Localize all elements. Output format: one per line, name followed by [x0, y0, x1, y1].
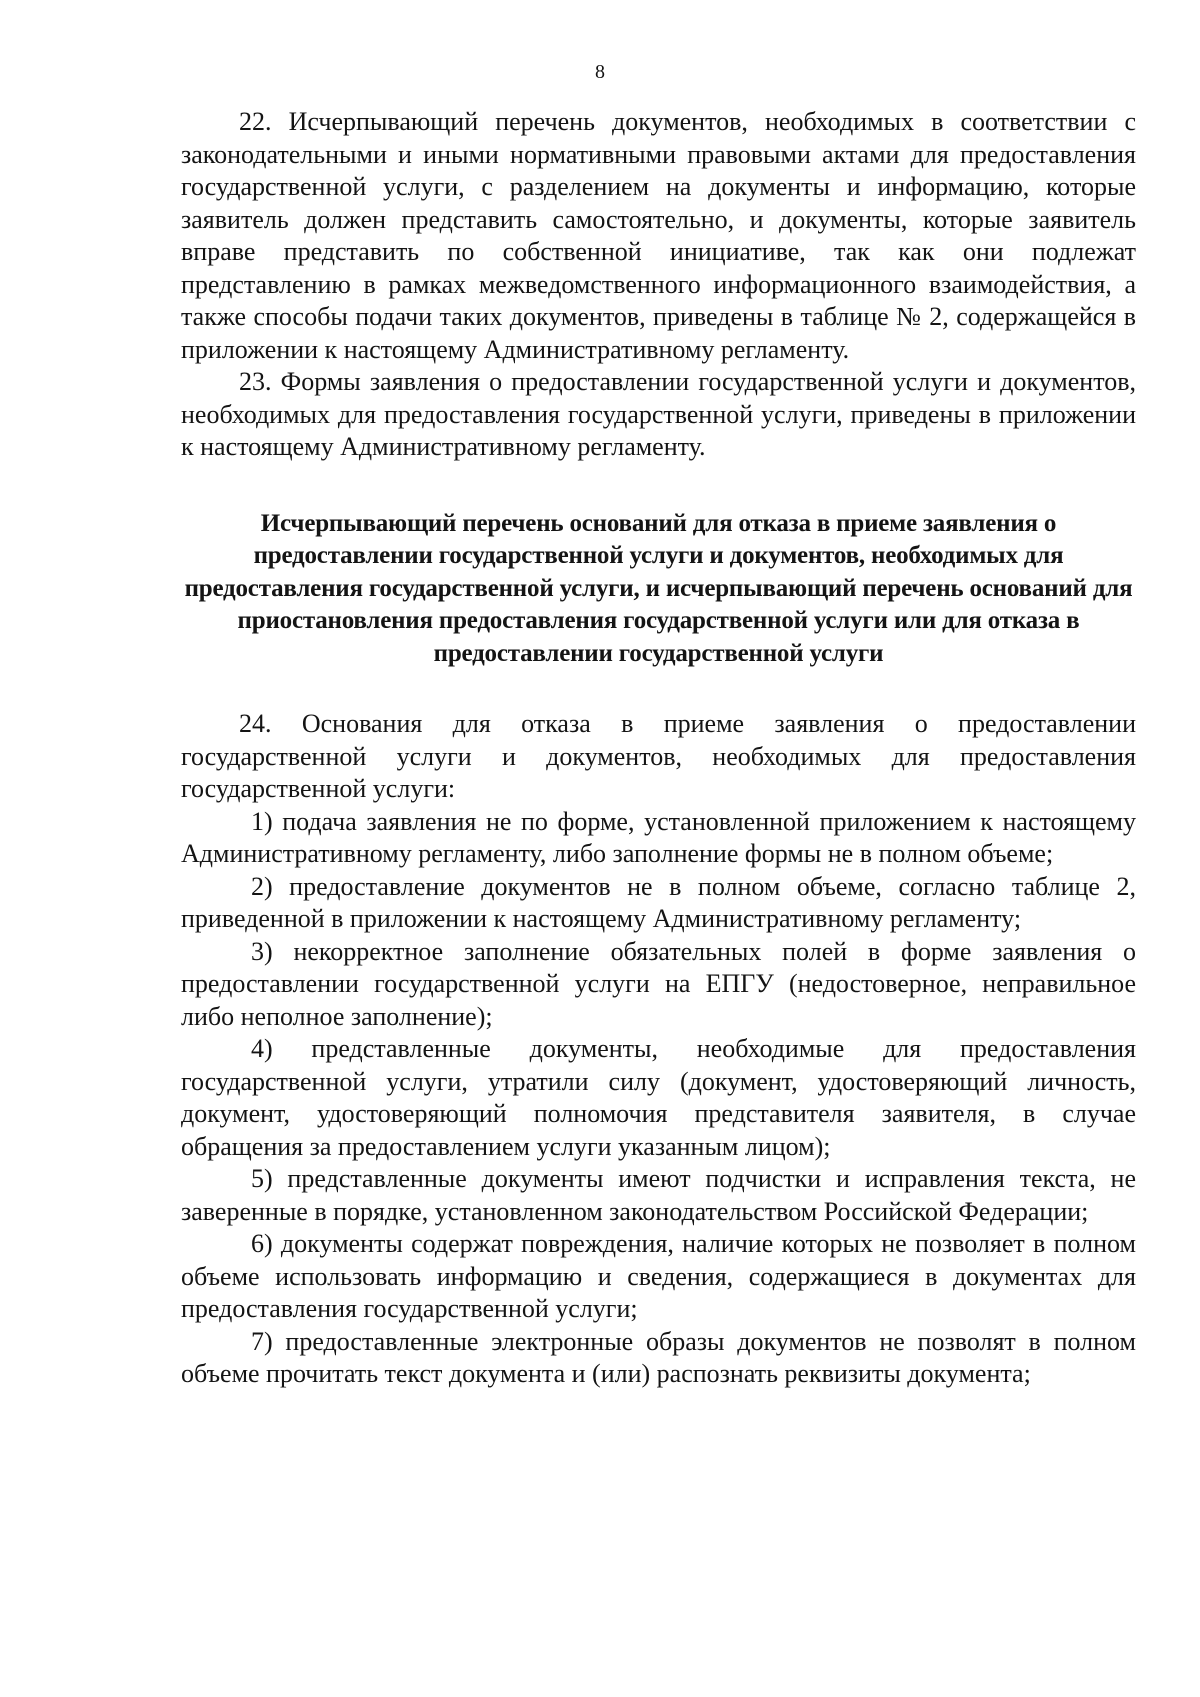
list-item-4: 4) представленные документы, необходимые для предоставления государственной услуги, утратили силу (документ, удостоверяющий личность, документ, удостоверяющий полномочия представителя заявителя, в случае обращения за предоставлением услуги указанным лицом);	[181, 1034, 1136, 1161]
paragraph-24: 24. Основания для отказа в приеме заявления о предоставлении государственной услуги и документов, необходимых для предоставления государственной услуги:	[181, 709, 1136, 803]
paragraph-23: 23. Формы заявления о предоставлении государственной услуги и документов, необходимых для предоставления государственной услуги, приведены в приложении к настоящему Административному регламенту.	[181, 367, 1136, 461]
document-body	[181, 106, 1136, 1391]
section-heading: Исчерпывающий перечень оснований для отказа в приеме заявления о предоставлении государственной услуги и документов, необходимых для предоставления государственной услуги, и исчерпывающий перечень оснований для приостановления предоставления государственной услуги или для отказа в предоставлении государственной услуги	[184, 509, 1133, 667]
list-item-1: 1) подача заявления не по форме, установленной приложением к настоящему Административному регламенту, либо заполнение формы не в полном объеме;	[181, 806, 1136, 868]
list-item-7: 7) предоставленные электронные образы документов не позволят в полном объеме прочитать текст документа и (или) распознать реквизиты документа;	[181, 1326, 1136, 1388]
list-item-5: 5) представленные документы имеют подчистки и исправления текста, не заверенные в порядке, установленном законодательством Российской Федерации;	[181, 1164, 1136, 1226]
list-item-2: 2) предоставление документов не в полном объеме, согласно таблице 2, приведенной в приложении к настоящему Административному регламенту;	[181, 871, 1136, 933]
list-item-6: 6) документы содержат повреждения, наличие которых не позволяет в полном объеме использовать информацию и сведения, содержащиеся в документах для предоставления государственной услуги;	[181, 1229, 1136, 1323]
paragraph-22: 22. Исчерпывающий перечень документов, необходимых в соответствии с законодательными и иными нормативными правовыми актами для предоставления государственной услуги, с разделением на документы и информацию, которые заявитель должен представить самостоятельно, и документы, которые заявитель вправе представить по собственной инициативе, так как они подлежат представлению в рамках межведомственного информационного взаимодействия, а также способы подачи таких документов, приведены в таблице № 2, содержащейся в приложении к настоящему Административному регламенту.	[181, 107, 1136, 364]
list-item-3: 3) некорректное заполнение обязательных полей в форме заявления о предоставлении государственной услуги на ЕПГУ (недостоверное, неправильное либо неполное заполнение);	[181, 936, 1136, 1031]
page-number: 8	[595, 61, 605, 83]
